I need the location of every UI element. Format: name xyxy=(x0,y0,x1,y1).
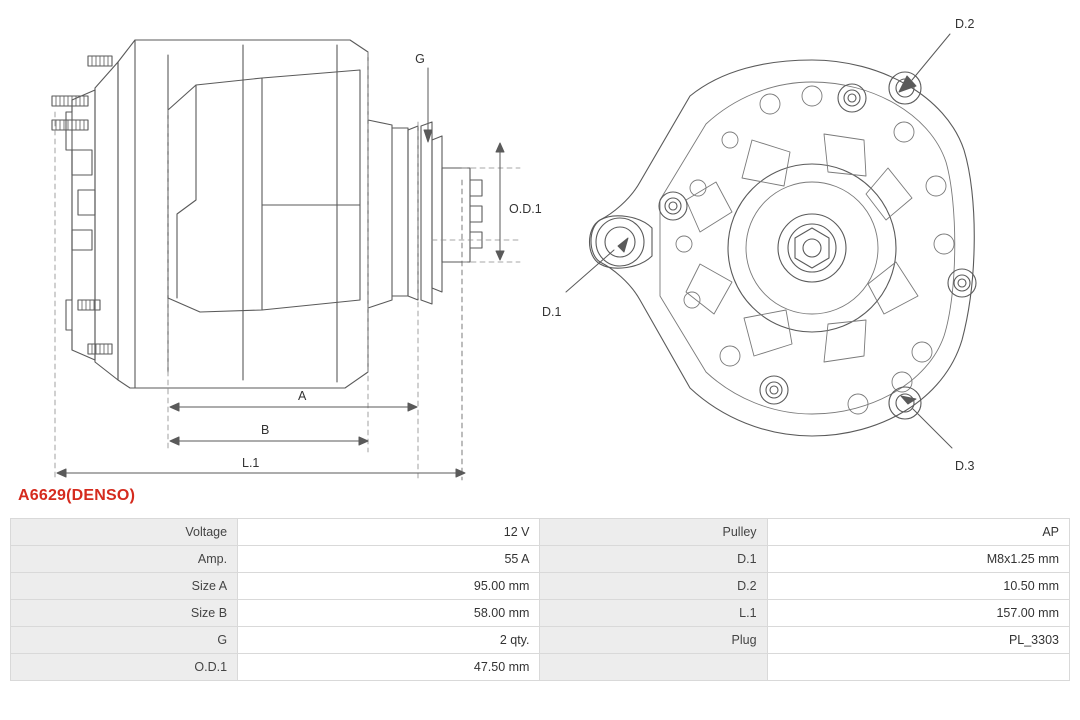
spec-value-amp: 55 A xyxy=(238,546,540,573)
specification-table xyxy=(10,518,1070,681)
spec-value-l1: 157.00 mm xyxy=(767,600,1069,627)
table-row xyxy=(11,519,1070,546)
spec-value-size-a: 95.00 mm xyxy=(238,573,540,600)
spec-empty-cell-value xyxy=(767,654,1069,681)
callout-od1: O.D.1 xyxy=(509,202,542,216)
spec-value-od1: 47.50 mm xyxy=(238,654,540,681)
spec-value-d1: M8x1.25 mm xyxy=(767,546,1069,573)
spec-value-plug: PL_3303 xyxy=(767,627,1069,654)
spec-value-pulley: AP xyxy=(767,519,1069,546)
spec-value-voltage: 12 V xyxy=(238,519,540,546)
callout-d3: D.3 xyxy=(955,459,975,473)
spec-label-size-b: Size B xyxy=(11,600,238,627)
spec-label-plug: Plug xyxy=(540,627,767,654)
table-row xyxy=(11,573,1070,600)
spec-label-d1: D.1 xyxy=(540,546,767,573)
spec-label-l1: L.1 xyxy=(540,600,767,627)
spec-value-size-b: 58.00 mm xyxy=(238,600,540,627)
callout-a: A xyxy=(298,389,307,403)
callout-g: G xyxy=(415,52,425,66)
callout-l1: L.1 xyxy=(242,456,260,470)
spec-value-g: 2 qty. xyxy=(238,627,540,654)
spec-label-d2: D.2 xyxy=(540,573,767,600)
page-title: A6629(DENSO) xyxy=(18,487,136,504)
table-row xyxy=(11,627,1070,654)
spec-label-pulley: Pulley xyxy=(540,519,767,546)
callout-d2: D.2 xyxy=(955,17,975,31)
spec-label-voltage: Voltage xyxy=(11,519,238,546)
spec-label-size-a: Size A xyxy=(11,573,238,600)
spec-label-amp: Amp. xyxy=(11,546,238,573)
spec-label-g: G xyxy=(11,627,238,654)
spec-label-od1: O.D.1 xyxy=(11,654,238,681)
table-row xyxy=(11,546,1070,573)
spec-empty-cell-label xyxy=(540,654,767,681)
callout-b: B xyxy=(261,423,270,437)
table-row xyxy=(11,600,1070,627)
callout-d1: D.1 xyxy=(542,305,562,319)
table-row xyxy=(11,654,1070,681)
spec-value-d2: 10.50 mm xyxy=(767,573,1069,600)
